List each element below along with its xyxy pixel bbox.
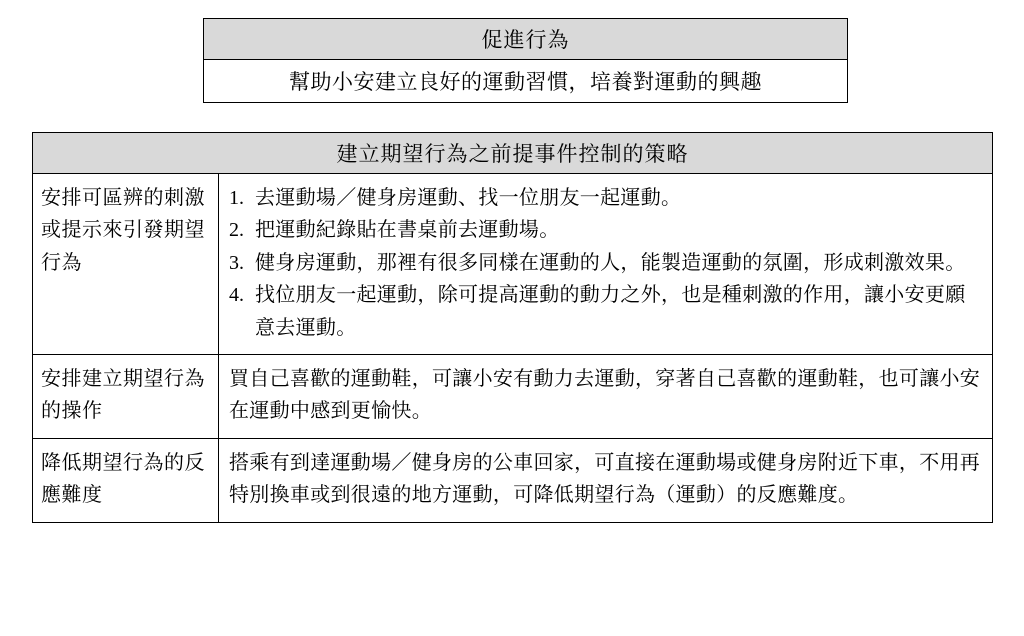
table-row bbox=[33, 133, 993, 174]
promotion-behaviour-table bbox=[203, 18, 848, 103]
list-item-marker: 4. bbox=[229, 284, 244, 307]
table-row bbox=[204, 60, 848, 103]
promotion-table-header-text: 促進行為 bbox=[481, 28, 570, 52]
promotion-table-body-text: 幫助小安建立良好的運動習慣，培養對運動的興趣 bbox=[289, 70, 762, 94]
strategy-item-list bbox=[229, 182, 982, 344]
promotion-table-body-cell bbox=[204, 60, 848, 103]
list-item-text: 把運動紀錄貼在書桌前去運動場。 bbox=[255, 219, 560, 242]
list-item-marker: 3. bbox=[229, 251, 244, 274]
strategy-row-label-text: 安排建立期望行為的操作 bbox=[41, 367, 205, 423]
list-item bbox=[229, 279, 982, 344]
table-row bbox=[204, 19, 848, 60]
strategy-table bbox=[32, 132, 993, 523]
list-item bbox=[229, 182, 982, 214]
strategy-row-content-cell bbox=[219, 438, 993, 522]
strategy-row-label-text: 安排可區辨的刺激或提示來引發期望行為 bbox=[41, 187, 205, 274]
strategy-table-header-text: 建立期望行為之前提事件控制的策略 bbox=[336, 142, 689, 166]
table-row bbox=[33, 354, 993, 438]
list-item-marker: 2. bbox=[229, 219, 244, 242]
strategy-row-label-cell bbox=[33, 354, 219, 438]
table-row bbox=[33, 174, 993, 355]
promotion-table-header-cell bbox=[204, 19, 848, 60]
table-row bbox=[33, 438, 993, 522]
list-item-text: 健身房運動，那裡有很多同樣在運動的人，能製造運動的氛圍，形成刺激效果。 bbox=[255, 251, 966, 274]
strategy-row-label-cell bbox=[33, 174, 219, 355]
list-item bbox=[229, 214, 982, 246]
strategy-row-content-cell bbox=[219, 354, 993, 438]
list-item-text: 找位朋友一起運動，除可提高運動的動力之外，也是種刺激的作用，讓小安更願意去運動。 bbox=[255, 284, 966, 339]
strategy-row-paragraph: 搭乘有到達運動場／健身房的公車回家，可直接在運動場或健身房附近下車，不用再特別換車或到很遠的地方運動，可降低期望行為（運動）的反應難度。 bbox=[229, 451, 981, 507]
list-item-text: 去運動場／健身房運動、找一位朋友一起運動。 bbox=[255, 187, 682, 209]
strategy-row-paragraph: 買自己喜歡的運動鞋，可讓小安有動力去運動，穿著自己喜歡的運動鞋，也可讓小安在運動中感到更愉快。 bbox=[229, 367, 981, 423]
strategy-row-content-cell bbox=[219, 174, 993, 355]
list-item bbox=[229, 247, 982, 279]
list-item-marker: 1. bbox=[229, 187, 244, 209]
strategy-row-label-cell bbox=[33, 438, 219, 522]
strategy-table-header-cell bbox=[33, 133, 993, 174]
strategy-row-label-text: 降低期望行為的反應難度 bbox=[41, 451, 205, 507]
